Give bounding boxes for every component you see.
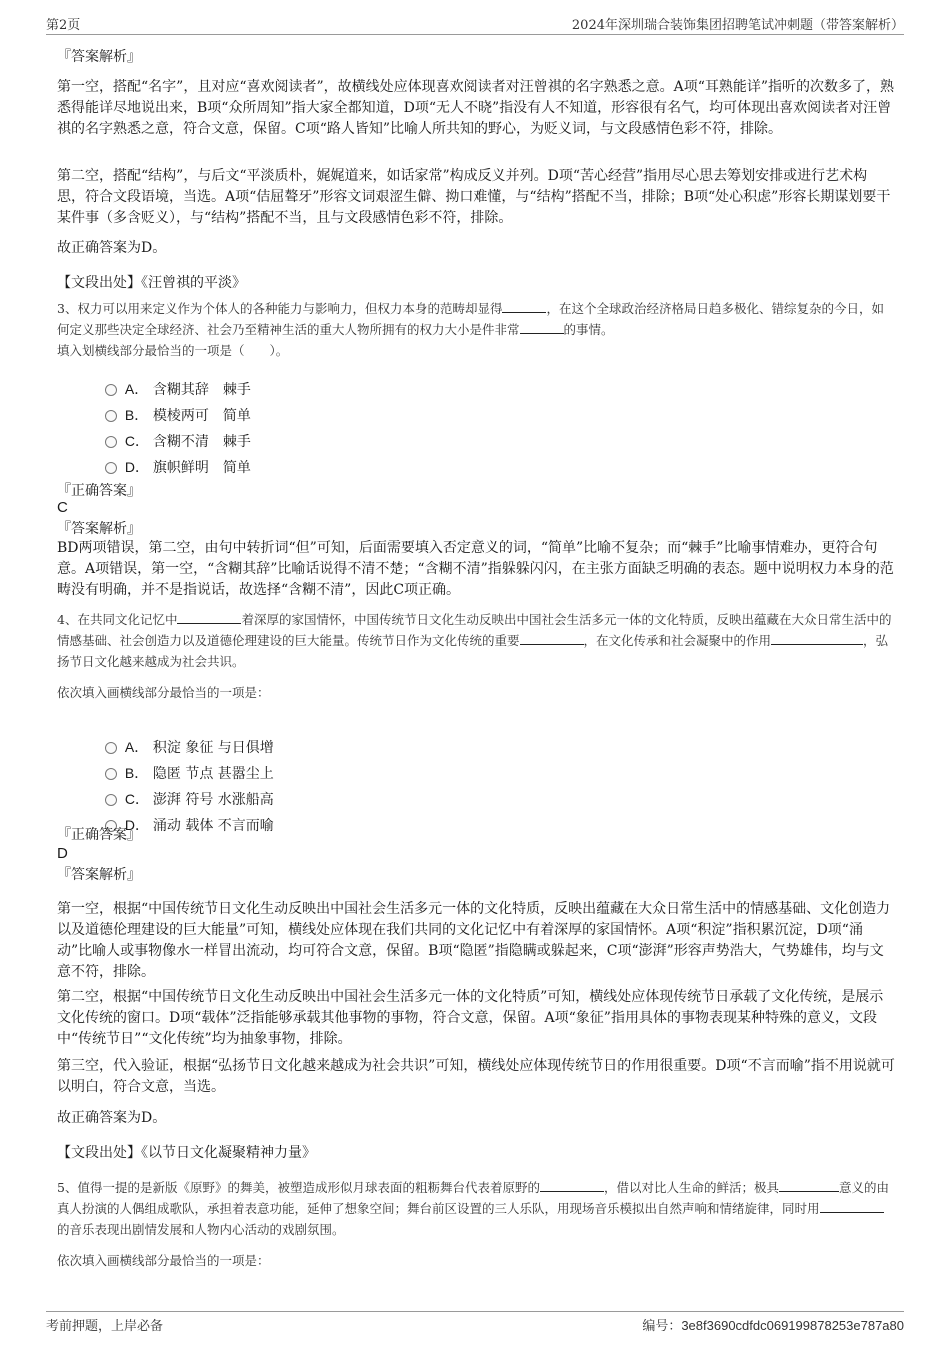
q5-stem-part2: ，借以对比人生命的鲜活；极具 (603, 1180, 779, 1195)
q5-blank-3 (820, 1198, 884, 1213)
q3-stem-part1: 3、权力可以用来定义作为个体人的各种能力与影响力，但权力本身的范畴却显得 (57, 301, 503, 316)
q5-blank-2 (779, 1177, 839, 1192)
q4-correct-label: 『正确答案』 (57, 827, 141, 843)
q3-analysis: BD两项错误，第二空，由句中转折词“但”可知，后面需要填入否定意义的词，“简单”比喻不复杂；而“棘手”比喻事情难办，更符合句意。A项错误，第一空，“含糊其辞”比喻话说得不清不楚；“含糊不清”指躲躲闪闪，在主张方面缺乏明确的表态。题中说明权力本身的范畴没有明确，并不是指说话，故选择“含糊不清”，因此C项正确。 (57, 540, 894, 598)
q3-option-c[interactable]: C． 含糊不清 棘手 (96, 414, 251, 451)
q5-blank-1 (540, 1177, 604, 1192)
radio-icon[interactable] (105, 462, 117, 474)
q4-source: 【文段出处】《以节日文化凝聚精神力量》 (57, 1145, 316, 1161)
page-header (46, 12, 904, 35)
q4-stem (57, 609, 895, 672)
q5-stem-part3: 意义的由真人扮演的人偶组成歌队，承担着表意功能，延伸了想象空间；舞台前区设置的三人乐队，用现场音乐模拟出自然声响和情绪旋律，同时用 (57, 1180, 889, 1216)
q3-option-b[interactable]: B． 模棱两可 简单 (96, 388, 251, 425)
q4-analysis-para3: 第三空，代入验证，根据“弘扬节日文化越来越成为社会共识”可知，横线处应体现传统节日的作用很重要。D项“不言而喻”指不用说就可以明白，符合文意，当选。 (57, 1058, 895, 1095)
q4-stem-part1: 4、在共同文化记忆中 (57, 612, 178, 627)
q4-blank-2 (520, 630, 584, 645)
q3-correct-label: 『正确答案』 (57, 483, 141, 499)
q3-correct-answer: C (57, 499, 68, 516)
q4-option-a[interactable]: A． 积淀 象征 与日俱增 (96, 720, 274, 757)
q3-option-a[interactable]: A． 含糊其辞 棘手 (96, 362, 251, 399)
q4-option-c[interactable]: C． 澎湃 符号 水涨船高 (96, 772, 274, 809)
q4-blank-1 (177, 609, 241, 624)
q5-prompt: 依次填入画横线部分最恰当的一项是： (57, 1253, 270, 1268)
q3-blank-2 (520, 319, 564, 334)
q4-stem-part4: ，弘扬节日文化越来越成为社会共识。 (57, 633, 889, 669)
q4-prompt: 依次填入画横线部分最恰当的一项是： (57, 685, 270, 700)
q2-analysis-label: 『答案解析』 (57, 49, 141, 65)
q2-analysis-para2: 第二空，搭配“结构”，与后文“平淡质朴，娓娓道来，如话家常”构成反义并列。D项“苦心经营”指用尽心思去筹划安排或进行艺术构思，符合文段语境，当选。A项“佶屈聱牙”形容文词艰涩生僻、拗口难懂，与“结构”搭配不当，排除；B项“处心积虑”形容长期谋划要干某件事（多含贬义），与“结构”搭配不当，且与文段感情色彩不符，排除。 (57, 168, 891, 226)
q3-blank-1 (502, 298, 546, 313)
page-number: 第2页 (46, 18, 81, 33)
q2-analysis-para1: 第一空，搭配“名字”，且对应“喜欢阅读者”，故横线处应体现喜欢阅读者对汪曾祺的名字熟悉之意。A项“耳熟能详”指听的次数多了，熟悉得能详尽地说出来，B项“众所周知”指大家全都知道，D项“无人不晓”指没有人不知道，形容很有名气，均可体现出喜欢阅读者对汪曾祺的名字熟悉之意，符合文意，保留。C项“路人皆知”比喻人所共知的野心，为贬义词，与文段感情色彩不符，排除。 (57, 79, 895, 137)
q3-prompt: 填入划横线部分最恰当的一项是（ ）。 (57, 343, 289, 358)
q3-stem-part3: 的事情。 (563, 322, 614, 337)
q4-blank-3 (771, 630, 863, 645)
q4-analysis-para2: 第二空，根据“中国传统节日文化生动反映出中国社会生活多元一体的文化特质”可知，横线处应体现传统节日承载了文化传统，是展示文化传统的窗口。D项“载体”泛指能够承载其他事物的事物，符合文意，保留。A项“象征”指用具体的事物表现某种特殊的意义，文段中“传统节日”“文化传统”均为抽象事物，排除。 (57, 989, 884, 1047)
q3-analysis-label: 『答案解析』 (57, 521, 141, 537)
q4-analysis-para1: 第一空，根据“中国传统节日文化生动反映出中国社会生活多元一体的文化特质，反映出蕴藏在大众日常生活中的情感基础、文化创造力以及道德伦理建设的巨大能量”可知，横线处应体现在我们共同的文化记忆中有着深厚的家国情怀。A项“积淀”指积累沉淀，D项“涌动”比喻人或事物像水一样冒出流动，均可符合文意，保留。B项“隐匿”指隐瞒或躲起来，C项“澎湃”形容声势浩大，气势雄伟，均与文意不符，排除。 (57, 901, 891, 980)
document-title: 2024年深圳瑞合装饰集团招聘笔试冲刺题（带答案解析） (571, 18, 904, 33)
q4-option-d[interactable]: D． 涌动 载体 不言而喻 (96, 798, 274, 835)
q4-option-b[interactable]: B． 隐匿 节点 甚嚣尘上 (96, 746, 274, 783)
q3-option-d[interactable]: D． 旗帜鲜明 简单 (96, 440, 251, 477)
q4-analysis-label: 『答案解析』 (57, 867, 141, 883)
q3-stem (57, 298, 895, 340)
q4-stem-part3: ，在文化传承和社会凝聚中的作用 (583, 633, 772, 648)
q5-stem-part4: 的音乐表现出剧情发展和人物内心活动的戏剧氛围。 (57, 1222, 345, 1237)
q4-correct-answer: D (57, 845, 68, 862)
footer-slogan: 考前押题，上岸必备 (46, 1319, 164, 1334)
q4-conclusion: 故正确答案为D。 (57, 1110, 167, 1126)
q5-stem (57, 1177, 895, 1240)
q2-source: 【文段出处】《汪曾祺的平淡》 (57, 275, 246, 291)
q4-stem-part2: 着深厚的家国情怀，中国传统节日文化生动反映出中国社会生活多元一体的文化特质，反映出蕴藏在大众日常生活中的情感基础、社会创造力以及道德伦理建设的巨大能量。传统节日作为文化传统的重要 (57, 612, 892, 648)
q5-stem-part1: 5、值得一提的是新版《原野》的舞美，被塑造成形似月球表面的粗粝舞台代表着原野的 (57, 1180, 540, 1195)
q2-conclusion: 故正确答案为D。 (57, 240, 167, 256)
page-footer (46, 1311, 904, 1334)
document-id: 编号：3e8f3690cdfdc069199878253e787a80 (642, 1318, 904, 1333)
q3-stem-part2: ，在这个全球政治经济格局日趋多极化、错综复杂的今日，如何定义那些决定全球经济、社会乃至精神生活的重大人物所拥有的权力大小是件非常 (57, 301, 884, 337)
